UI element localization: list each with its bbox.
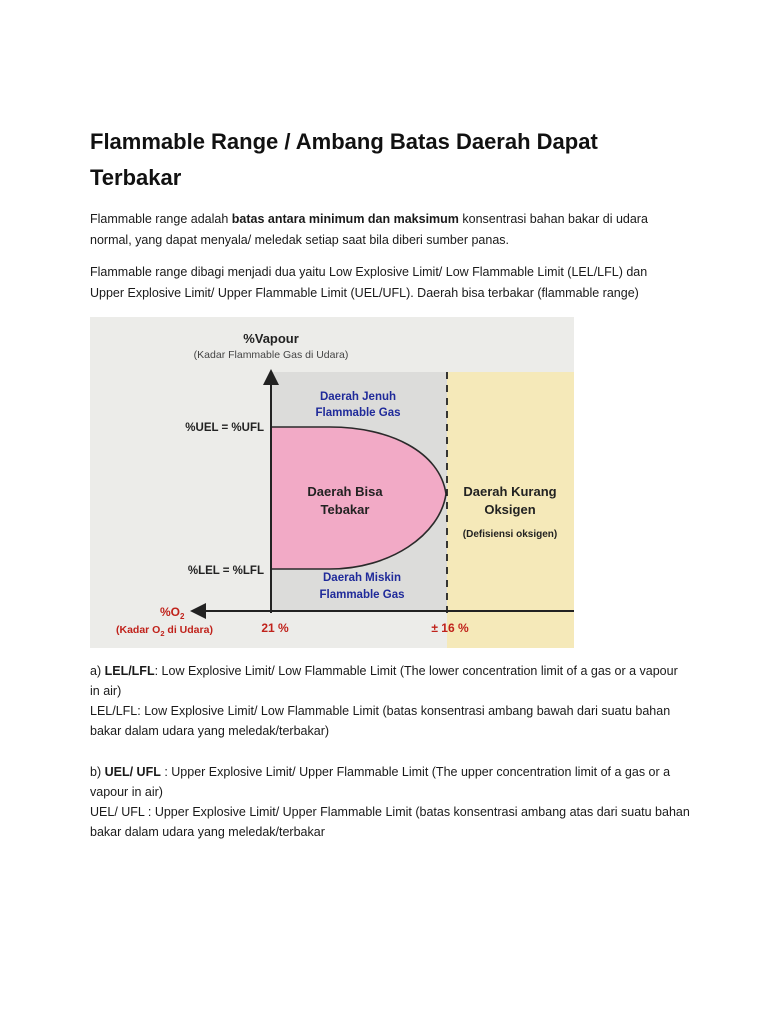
flammable-region-line1: Daerah Bisa xyxy=(307,484,383,499)
definition-uel-prefix: b) xyxy=(90,765,105,779)
definition-uel-term: UEL/ UFL xyxy=(104,765,161,779)
y-axis-title: %Vapour xyxy=(243,331,299,346)
oxygen-region-note: (Defisiensi oksigen) xyxy=(462,529,558,540)
definition-uel xyxy=(90,762,690,842)
tick-21-percent: 21 % xyxy=(261,621,289,635)
definition-lel-english: : Low Explosive Limit/ Low Flammable Limit (The lower concentration limit of a gas or a vapour in air) xyxy=(90,664,678,698)
tick-16-percent: ± 16 % xyxy=(431,621,469,635)
lel-label: %LEL = %LFL xyxy=(187,565,264,577)
x-axis-subtitle-post: di Udara) xyxy=(164,624,213,636)
saturated-region-line2: Flammable Gas xyxy=(315,407,401,419)
x-axis-title-main: %O xyxy=(160,605,181,619)
range-paragraph: Flammable range dibagi menjadi dua yaitu Low Explosive Limit/ Low Flammable Limit (LEL/LFL) dan Upper Explosive Limit/ Upper Flammable Limit (UEL/UFL). Daerah bisa terbakar (flammable range) xyxy=(90,265,648,300)
definition-uel-line1 xyxy=(90,762,690,802)
article-title: Flammable Range / Ambang Batas Daerah Dapat Terbakar xyxy=(90,129,598,190)
intro-paragraph xyxy=(90,209,670,251)
definition-lel xyxy=(90,661,690,741)
intro-text-bold: batas antara minimum dan maksimum xyxy=(231,212,459,226)
definition-lel-line1 xyxy=(90,661,690,701)
flammable-region-line2: Tebakar xyxy=(320,502,370,517)
definition-lel-indonesian: LEL/LFL: Low Explosive Limit/ Low Flammable Limit (batas konsentrasi ambang bawah dari suatu bahan bakar dalam udara yang meledak/terbakar) xyxy=(90,704,671,738)
definition-lel-prefix: a) xyxy=(90,664,105,678)
y-axis-subtitle: (Kadar Flammable Gas di Udara) xyxy=(193,349,349,361)
uel-label: %UEL = %UFL xyxy=(185,422,264,434)
x-axis-subtitle xyxy=(116,624,213,638)
lean-region-line2: Flammable Gas xyxy=(319,589,405,601)
definition-lel-term: LEL/LFL xyxy=(104,664,155,678)
x-axis-subtitle-sub: 2 xyxy=(160,629,165,638)
diagram-svg xyxy=(90,317,574,648)
intro-text-post: konsentrasi bahan bakar di udara normal, yang dapat menyala/ meledak setiap saat bila diberi sumber panas. xyxy=(90,212,648,247)
lean-region-line1: Daerah Miskin xyxy=(323,572,401,584)
x-axis-subtitle-pre: (Kadar O xyxy=(116,624,161,636)
intro-text-pre: Flammable range adalah xyxy=(90,212,232,226)
definition-uel-english: : Upper Explosive Limit/ Upper Flammable Limit (The upper concentration limit of a gas or a vapour in air) xyxy=(90,765,671,799)
definition-uel-indonesian: UEL/ UFL : Upper Explosive Limit/ Upper Flammable Limit (batas konsentrasi ambang atas dari suatu bahan bakar dalam udara yang meledak/terbakar xyxy=(90,805,690,839)
saturated-region-line1: Daerah Jenuh xyxy=(319,391,397,403)
x-axis-title xyxy=(160,605,185,621)
oxygen-region-line2: Oksigen xyxy=(484,502,536,517)
oxygen-region-line1: Daerah Kurang xyxy=(463,484,557,499)
flammable-range-diagram xyxy=(90,317,574,648)
x-axis-title-sub: 2 xyxy=(180,612,185,621)
